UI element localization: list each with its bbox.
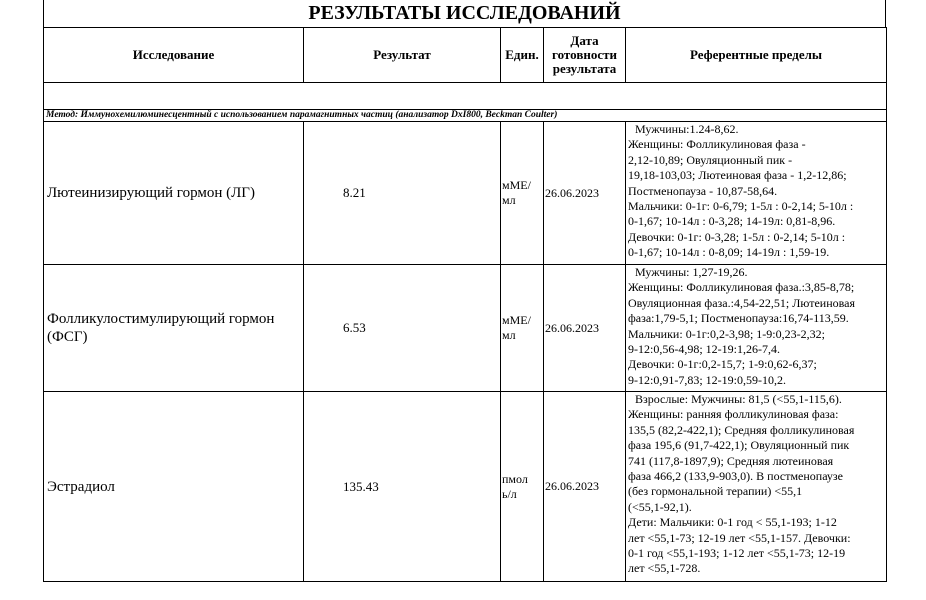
header-ref: Референтные пределы — [626, 28, 887, 83]
date-value: 26.06.2023 — [544, 122, 626, 265]
table-row — [44, 392, 887, 582]
header-unit: Един. — [501, 28, 544, 83]
unit-value: мМЕ/ мл — [501, 265, 544, 392]
header-result: Результат — [304, 28, 501, 83]
spacer-row — [44, 83, 887, 110]
document-title: РЕЗУЛЬТАТЫ ИССЛЕДОВАНИЙ — [43, 0, 886, 28]
header-test: Исследование — [44, 28, 304, 83]
unit-value: пмол ь/л — [501, 392, 544, 582]
reference-ranges: Мужчины: 1,27-19,26. Женщины: Фолликулиновая фаза.:3,85-8,78; Овуляционная фаза.:4,54-22,51; Лютеиновая фаза:1,79-5,1; Постменопауза:16,74-113,59. Мальчики: 0-1г:0,2-3,98; 1-9:0,23-2,32; 9-12:0,56-4,98; 12-19:1,26-7,4. Девочки: 0-1г:0,2-15,7; 1-9:0,62-6,37; 9-12:0,91-7,83; 12-19:0,59-10,2. — [626, 265, 887, 392]
unit-value: мМЕ/ мл — [501, 122, 544, 265]
test-name: Фолликулостимулирующий гормон (ФСГ) — [44, 265, 304, 392]
reference-ranges: Мужчины:1.24-8,62. Женщины: Фолликулиновая фаза - 2,12-10,89; Овуляционный пик - 19,18-103,03; Лютеиновая фаза - 1,2-12,86; Постменопауза - 10,87-58,64. Мальчики: 0-1г: 0-6,79; 1-5л : 0-2,14; 5-10л : 0-1,67; 10-14л : 0-3,28; 14-19л: 0,81-8,96. Девочки: 0-1г: 0-3,28; 1-5л : 0-2,14; 5-10л : 0-1,67; 10-14л : 0-8,09; 14-19л : 1,59-19. — [626, 122, 887, 265]
table-row — [44, 265, 887, 392]
reference-ranges: Взрослые: Мужчины: 81,5 (<55,1-115,6). Женщины: ранняя фолликулиновая фаза: 135,5 (82,2-422,1); Средняя фолликулиновая фаза 195,6 (91,7-422,1); Овуляционный пик 741 (117,8-1897,9); Средняя лютеиновая фаза 466,2 (133,9-903,0). В постменопаузе (без гормональной терапии) <55,1 (<55,1-92,1). Дети: Мальчики: 0-1 год < 55,1-193; 1-12 лет <55,1-73; 12-19 лет <55,1-157. Девочки: 0-1 год <55,1-193; 1-12 лет <55,1-73; 12-19 лет <55,1-728. — [626, 392, 887, 582]
method-note: Метод: Иммунохемилюминесцентный с использованием парамагнитных частиц (анализатор DxI800, Beckman Coulter) — [44, 110, 887, 122]
results-table — [43, 27, 887, 582]
header-row — [44, 28, 887, 83]
date-value: 26.06.2023 — [544, 392, 626, 582]
result-value: 6.53 — [304, 265, 501, 392]
date-value: 26.06.2023 — [544, 265, 626, 392]
result-value: 135.43 — [304, 392, 501, 582]
table-row — [44, 122, 887, 265]
method-row — [44, 110, 887, 122]
result-value: 8.21 — [304, 122, 501, 265]
test-name: Лютеинизирующий гормон (ЛГ) — [44, 122, 304, 265]
header-date: Дата готовности результата — [544, 28, 626, 83]
results-document — [43, 0, 886, 588]
test-name: Эстрадиол — [44, 392, 304, 582]
